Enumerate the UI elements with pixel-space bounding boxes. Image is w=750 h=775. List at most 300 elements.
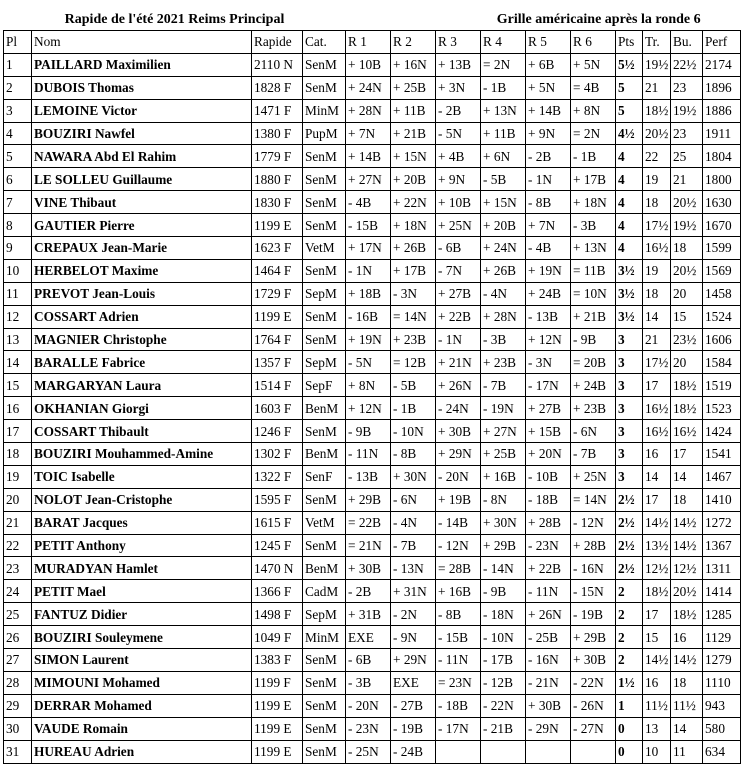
cell-r4: - 18N — [481, 603, 526, 626]
cell-pts: 2 — [616, 603, 643, 626]
cell-r4: + 20B — [481, 214, 526, 237]
cell-perf: 1599 — [703, 237, 741, 260]
cell-r3: + 21N — [436, 351, 481, 374]
cell-tr: 17½ — [643, 351, 671, 374]
cell-r2: + 20B — [391, 168, 436, 191]
cell-r3: + 30B — [436, 420, 481, 443]
cell-r5: + 22B — [526, 557, 571, 580]
cell-r5: + 24B — [526, 282, 571, 305]
cell-r1: + 28N — [346, 99, 391, 122]
cell-r2: - 7B — [391, 534, 436, 557]
cell-pts: 5 — [616, 76, 643, 99]
cell-tr: 17 — [643, 603, 671, 626]
cell-pts: 3 — [616, 465, 643, 488]
cell-r2: - 5B — [391, 374, 436, 397]
cell-bu: 14½ — [671, 534, 703, 557]
cell-perf: 580 — [703, 717, 741, 740]
column-header-bu: Bu. — [671, 31, 703, 54]
cell-perf: 1606 — [703, 328, 741, 351]
cell-tr: 16½ — [643, 237, 671, 260]
cell-r4: - 10N — [481, 626, 526, 649]
cell-pts: 4 — [616, 168, 643, 191]
cell-tr: 11½ — [643, 694, 671, 717]
cell-pl: 18 — [4, 443, 32, 466]
cell-pl: 4 — [4, 122, 32, 145]
cell-r5: - 29N — [526, 717, 571, 740]
cell-r4: + 23B — [481, 351, 526, 374]
cell-rapide: 1366 F — [252, 580, 303, 603]
cell-tr: 20½ — [643, 122, 671, 145]
cell-nom: NOLOT Jean-Cristophe — [32, 488, 252, 511]
cell-rapide: 1880 F — [252, 168, 303, 191]
cell-r1: + 19N — [346, 328, 391, 351]
cell-pl: 7 — [4, 191, 32, 214]
tournament-title: Rapide de l'été 2021 Reims Principal — [64, 12, 285, 27]
cell-pl: 15 — [4, 374, 32, 397]
cell-nom: GAUTIER Pierre — [32, 214, 252, 237]
cell-rapide: 1302 F — [252, 443, 303, 466]
cell-pts: 4 — [616, 145, 643, 168]
table-row — [4, 168, 741, 191]
cell-pl: 14 — [4, 351, 32, 374]
cell-r4: + 13N — [481, 99, 526, 122]
cell-bu: 16 — [671, 626, 703, 649]
cell-r6: - 15N — [571, 580, 616, 603]
cell-r5: + 9N — [526, 122, 571, 145]
cell-r6: + 8N — [571, 99, 616, 122]
cell-pl: 2 — [4, 76, 32, 99]
cell-perf: 943 — [703, 694, 741, 717]
column-header-r2: R 2 — [391, 31, 436, 54]
cell-r6: - 19B — [571, 603, 616, 626]
cell-rapide: 1199 F — [252, 671, 303, 694]
cell-r1: - 4B — [346, 191, 391, 214]
cell-tr: 13½ — [643, 534, 671, 557]
cell-nom: HERBELOT Maxime — [32, 259, 252, 282]
cell-pl: 31 — [4, 740, 32, 763]
cell-r3: = 23N — [436, 671, 481, 694]
cell-perf: 2174 — [703, 53, 741, 76]
cell-nom: PAILLARD Maximilien — [32, 53, 252, 76]
cell-r6: - 16N — [571, 557, 616, 580]
cell-bu: 22½ — [671, 53, 703, 76]
cell-perf: 1424 — [703, 420, 741, 443]
cell-perf: 1410 — [703, 488, 741, 511]
cell-cat: SenM — [303, 740, 346, 763]
cell-pts: 1 — [616, 694, 643, 717]
cell-rapide: 1383 F — [252, 649, 303, 672]
cell-bu: 14 — [671, 465, 703, 488]
cell-rapide: 1464 F — [252, 259, 303, 282]
cell-r3: - 14B — [436, 511, 481, 534]
cell-r3: + 25N — [436, 214, 481, 237]
cell-tr: 17 — [643, 374, 671, 397]
cell-r3: + 3N — [436, 76, 481, 99]
table-row — [4, 259, 741, 282]
cell-tr: 14 — [643, 465, 671, 488]
cell-r2: + 17B — [391, 259, 436, 282]
table-row — [4, 53, 741, 76]
cell-r5: - 3N — [526, 351, 571, 374]
cell-pl: 17 — [4, 420, 32, 443]
cell-nom: BOUZIRI Nawfel — [32, 122, 252, 145]
cell-pl: 30 — [4, 717, 32, 740]
cell-r6: + 18N — [571, 191, 616, 214]
cell-nom: SIMON Laurent — [32, 649, 252, 672]
cell-bu: 12½ — [671, 557, 703, 580]
cell-nom: OKHANIAN Giorgi — [32, 397, 252, 420]
cell-rapide: 1199 E — [252, 305, 303, 328]
cell-perf: 1285 — [703, 603, 741, 626]
cell-perf: 634 — [703, 740, 741, 763]
cell-tr: 16½ — [643, 397, 671, 420]
table-row — [4, 328, 741, 351]
cell-nom: NAWARA Abd El Rahim — [32, 145, 252, 168]
cell-r6: = 20B — [571, 351, 616, 374]
cell-r4: - 4N — [481, 282, 526, 305]
cell-cat: SenM — [303, 76, 346, 99]
cell-nom: BARALLE Fabrice — [32, 351, 252, 374]
cell-r2: + 11B — [391, 99, 436, 122]
cell-bu: 19½ — [671, 214, 703, 237]
cell-nom: MIMOUNI Mohamed — [32, 671, 252, 694]
cell-r2: - 4N — [391, 511, 436, 534]
cell-rapide: 1322 F — [252, 465, 303, 488]
cell-nom: HUREAU Adrien — [32, 740, 252, 763]
cell-r6: - 12N — [571, 511, 616, 534]
cell-bu: 18 — [671, 671, 703, 694]
cell-r2: + 16N — [391, 53, 436, 76]
cell-r2: - 13N — [391, 557, 436, 580]
cell-r4: - 3B — [481, 328, 526, 351]
cell-perf: 1630 — [703, 191, 741, 214]
cell-r6: - 1B — [571, 145, 616, 168]
cell-pts: 2½ — [616, 488, 643, 511]
cell-nom: DERRAR Mohamed — [32, 694, 252, 717]
cell-pts: 5½ — [616, 53, 643, 76]
cell-bu: 11½ — [671, 694, 703, 717]
cell-nom: BOUZIRI Mouhammed-Amine — [32, 443, 252, 466]
cell-r3: + 19B — [436, 488, 481, 511]
cell-pl: 11 — [4, 282, 32, 305]
cell-r6: + 13N — [571, 237, 616, 260]
title-row — [4, 10, 741, 31]
cell-r3: - 2B — [436, 99, 481, 122]
cell-r5: - 8B — [526, 191, 571, 214]
cell-r4: + 24N — [481, 237, 526, 260]
cell-r6: - 27N — [571, 717, 616, 740]
cell-bu: 23 — [671, 76, 703, 99]
cell-r2: + 29N — [391, 649, 436, 672]
cell-bu: 19½ — [671, 99, 703, 122]
cell-r1: + 31B — [346, 603, 391, 626]
cell-pl: 24 — [4, 580, 32, 603]
cell-r6: - 6N — [571, 420, 616, 443]
cell-bu: 20½ — [671, 580, 703, 603]
cell-perf: 1367 — [703, 534, 741, 557]
cell-r5: - 10B — [526, 465, 571, 488]
cell-perf: 1110 — [703, 671, 741, 694]
cell-rapide: 1199 E — [252, 740, 303, 763]
cell-pl: 27 — [4, 649, 32, 672]
cell-cat: SenM — [303, 168, 346, 191]
cell-perf: 1272 — [703, 511, 741, 534]
cell-r2: + 25B — [391, 76, 436, 99]
cell-perf: 1414 — [703, 580, 741, 603]
cell-nom: PREVOT Jean-Louis — [32, 282, 252, 305]
cell-r3: - 15B — [436, 626, 481, 649]
column-header-r6: R 6 — [571, 31, 616, 54]
cell-r1: + 29B — [346, 488, 391, 511]
cell-cat: SenM — [303, 717, 346, 740]
cell-r2: - 2N — [391, 603, 436, 626]
table-row — [4, 740, 741, 763]
cell-perf: 1896 — [703, 76, 741, 99]
table-row — [4, 580, 741, 603]
column-header-r1: R 1 — [346, 31, 391, 54]
cell-r5: + 6B — [526, 53, 571, 76]
cell-r3: - 11N — [436, 649, 481, 672]
cell-r3: + 22B — [436, 305, 481, 328]
cell-pl: 12 — [4, 305, 32, 328]
cell-rapide: 1595 F — [252, 488, 303, 511]
cell-r4: - 5B — [481, 168, 526, 191]
cell-tr: 18 — [643, 191, 671, 214]
column-header-cat: Cat. — [303, 31, 346, 54]
cell-perf: 1911 — [703, 122, 741, 145]
cell-cat: SenM — [303, 53, 346, 76]
cell-r1: - 6B — [346, 649, 391, 672]
cell-r6: - 26N — [571, 694, 616, 717]
cell-tr: 19½ — [643, 53, 671, 76]
cell-r3: - 18B — [436, 694, 481, 717]
cell-bu: 21 — [671, 168, 703, 191]
cell-bu: 20 — [671, 282, 703, 305]
cell-r4: + 30N — [481, 511, 526, 534]
cell-pl: 26 — [4, 626, 32, 649]
cell-tr: 16 — [643, 443, 671, 466]
table-row — [4, 694, 741, 717]
cell-r3: - 24N — [436, 397, 481, 420]
cell-r4: + 11B — [481, 122, 526, 145]
cell-r2: - 8B — [391, 443, 436, 466]
cell-pts: 2½ — [616, 511, 643, 534]
cell-pts: 2 — [616, 626, 643, 649]
cell-tr: 13 — [643, 717, 671, 740]
cell-r2: - 24B — [391, 740, 436, 763]
cell-pl: 25 — [4, 603, 32, 626]
cell-bu: 14½ — [671, 511, 703, 534]
cell-r3 — [436, 740, 481, 763]
cell-bu: 18 — [671, 237, 703, 260]
table-row — [4, 534, 741, 557]
cell-rapide: 1514 F — [252, 374, 303, 397]
cell-r3: = 28B — [436, 557, 481, 580]
cell-cat: VetM — [303, 237, 346, 260]
cell-r1: - 16B — [346, 305, 391, 328]
cell-nom: TOIC Isabelle — [32, 465, 252, 488]
cell-r2: + 21B — [391, 122, 436, 145]
cell-r4: - 14N — [481, 557, 526, 580]
cell-perf: 1467 — [703, 465, 741, 488]
cell-r1: + 24N — [346, 76, 391, 99]
cell-r1: EXE — [346, 626, 391, 649]
cell-r1: + 30B — [346, 557, 391, 580]
cell-r5: - 21N — [526, 671, 571, 694]
cell-r6: + 21B — [571, 305, 616, 328]
cell-r5: + 26N — [526, 603, 571, 626]
cell-r5 — [526, 740, 571, 763]
cell-nom: PETIT Anthony — [32, 534, 252, 557]
cell-rapide: 1830 F — [252, 191, 303, 214]
cell-rapide: 1199 E — [252, 214, 303, 237]
cell-r6: - 22N — [571, 671, 616, 694]
column-header-r5: R 5 — [526, 31, 571, 54]
cell-perf: 1670 — [703, 214, 741, 237]
cell-r1: - 9B — [346, 420, 391, 443]
cell-r6: + 23B — [571, 397, 616, 420]
cell-r5: + 28B — [526, 511, 571, 534]
cell-rapide: 2110 N — [252, 53, 303, 76]
cell-pl: 3 — [4, 99, 32, 122]
table-row — [4, 397, 741, 420]
cell-r3: - 5N — [436, 122, 481, 145]
cell-cat: SepF — [303, 374, 346, 397]
cell-tr: 21 — [643, 76, 671, 99]
cell-r4: + 16B — [481, 465, 526, 488]
cell-cat: MinM — [303, 626, 346, 649]
table-row — [4, 603, 741, 626]
cell-tr: 21 — [643, 328, 671, 351]
cell-bu: 18½ — [671, 374, 703, 397]
table-row — [4, 443, 741, 466]
cell-r5: + 7N — [526, 214, 571, 237]
cell-tr: 14½ — [643, 649, 671, 672]
cell-r5: - 25B — [526, 626, 571, 649]
table-row — [4, 351, 741, 374]
cell-r4: + 25B — [481, 443, 526, 466]
cell-bu: 17 — [671, 443, 703, 466]
cell-r1: - 11N — [346, 443, 391, 466]
cell-pl: 29 — [4, 694, 32, 717]
table-row — [4, 122, 741, 145]
cell-cat: SenM — [303, 649, 346, 672]
cell-r1: = 21N — [346, 534, 391, 557]
cell-r3: + 9N — [436, 168, 481, 191]
table-row — [4, 717, 741, 740]
cell-pts: 3 — [616, 420, 643, 443]
cell-pl: 1 — [4, 53, 32, 76]
cell-perf: 1524 — [703, 305, 741, 328]
cell-nom: BARAT Jacques — [32, 511, 252, 534]
cell-r1: - 20N — [346, 694, 391, 717]
cell-r1: + 12N — [346, 397, 391, 420]
cell-pl: 20 — [4, 488, 32, 511]
cell-r5: - 2B — [526, 145, 571, 168]
cell-r2: + 26B — [391, 237, 436, 260]
cell-cat: SenM — [303, 305, 346, 328]
cell-r4: - 22N — [481, 694, 526, 717]
cell-r3: + 10B — [436, 191, 481, 214]
cell-cat: BenM — [303, 443, 346, 466]
cell-pl: 22 — [4, 534, 32, 557]
cell-nom: FANTUZ Didier — [32, 603, 252, 626]
cell-nom: MARGARYAN Laura — [32, 374, 252, 397]
table-row — [4, 76, 741, 99]
cell-cat: SenM — [303, 328, 346, 351]
cell-r6: + 29B — [571, 626, 616, 649]
cell-r1: + 7N — [346, 122, 391, 145]
cell-r3: - 20N — [436, 465, 481, 488]
cell-r2: + 31N — [391, 580, 436, 603]
cell-tr: 12½ — [643, 557, 671, 580]
cell-r6: = 14N — [571, 488, 616, 511]
column-header-perf: Perf — [703, 31, 741, 54]
cell-r3: - 6B — [436, 237, 481, 260]
cell-r5: + 12N — [526, 328, 571, 351]
table-row — [4, 99, 741, 122]
cell-r2: - 27B — [391, 694, 436, 717]
table-row — [4, 145, 741, 168]
column-header-tr: Tr. — [643, 31, 671, 54]
cell-tr: 17 — [643, 488, 671, 511]
standings-sheet — [3, 10, 741, 764]
cell-r3: - 17N — [436, 717, 481, 740]
table-row — [4, 420, 741, 443]
cell-perf: 1569 — [703, 259, 741, 282]
cell-perf: 1523 — [703, 397, 741, 420]
cell-cat: SenM — [303, 534, 346, 557]
cell-cat: SenM — [303, 145, 346, 168]
cell-bu: 25 — [671, 145, 703, 168]
cell-r4: + 28N — [481, 305, 526, 328]
cell-bu: 14½ — [671, 649, 703, 672]
cell-r6: = 10N — [571, 282, 616, 305]
cell-rapide: 1498 F — [252, 603, 303, 626]
cell-r3: - 7N — [436, 259, 481, 282]
cell-perf: 1804 — [703, 145, 741, 168]
cell-cat: BenM — [303, 557, 346, 580]
grid-subtitle: Grille américaine après la ronde 6 — [496, 12, 701, 27]
column-header-rapide: Rapide — [252, 31, 303, 54]
table-row — [4, 374, 741, 397]
cell-perf: 1279 — [703, 649, 741, 672]
cell-perf: 1584 — [703, 351, 741, 374]
cell-pl: 6 — [4, 168, 32, 191]
cell-r3: - 1N — [436, 328, 481, 351]
cell-tr: 14½ — [643, 511, 671, 534]
table-row — [4, 214, 741, 237]
cell-nom: VAUDE Romain — [32, 717, 252, 740]
cell-pts: 4½ — [616, 122, 643, 145]
cell-r5: + 19N — [526, 259, 571, 282]
cell-cat: SenM — [303, 214, 346, 237]
cell-pts: 0 — [616, 717, 643, 740]
cell-pts: 3 — [616, 374, 643, 397]
cell-r3: + 16B — [436, 580, 481, 603]
cell-r6: = 2N — [571, 122, 616, 145]
table-row — [4, 237, 741, 260]
cell-pl: 21 — [4, 511, 32, 534]
cell-pts: 1½ — [616, 671, 643, 694]
cell-r4: = 2N — [481, 53, 526, 76]
cell-r2: - 19B — [391, 717, 436, 740]
cell-rapide: 1471 F — [252, 99, 303, 122]
cell-r6: = 4B — [571, 76, 616, 99]
cell-perf: 1311 — [703, 557, 741, 580]
column-header-r3: R 3 — [436, 31, 481, 54]
cell-r4: + 26B — [481, 259, 526, 282]
